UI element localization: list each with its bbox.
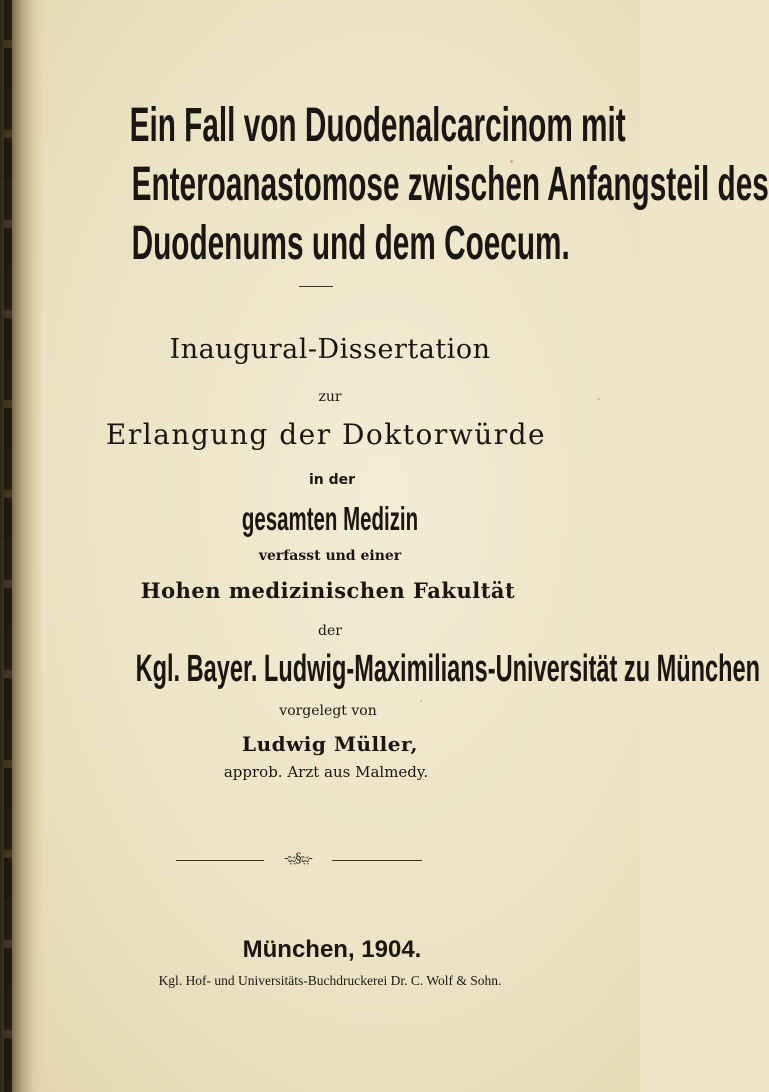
book-spine-edge bbox=[4, 0, 12, 1092]
paper-speck bbox=[420, 700, 422, 702]
field-of-study: gesamten Medizin bbox=[241, 500, 419, 537]
erlangung-line: Erlangung der Doktorwürde bbox=[105, 418, 547, 451]
title-divider bbox=[299, 286, 333, 287]
zur-text: zur bbox=[318, 389, 342, 405]
dissertation-heading: Inaugural-Dissertation bbox=[169, 334, 491, 365]
faculty-name: Hohen medizinischen Fakultät bbox=[140, 578, 516, 603]
ornamental-rule bbox=[176, 851, 422, 868]
university-name: Kgl. Bayer. Ludwig-Maximilians-Universität zu München bbox=[135, 648, 761, 690]
ornament-icon: -ಜ಼§ಜ಼- bbox=[284, 851, 312, 866]
title-line-1: Ein Fall von Duodenalcarcinom mit bbox=[129, 99, 626, 152]
in-der-text: in der bbox=[308, 472, 356, 488]
vorgelegt-text: vorgelegt von bbox=[279, 703, 377, 719]
title-line-3: Duodenums und dem Coecum. bbox=[131, 217, 570, 270]
author-name: Ludwig Müller, bbox=[242, 732, 418, 756]
place-and-year: München, 1904. bbox=[242, 936, 422, 963]
der-text: der bbox=[318, 623, 342, 639]
verfasst-text: verfasst und einer bbox=[258, 548, 402, 564]
ornament-line-left bbox=[176, 860, 264, 861]
ornament-line-right bbox=[332, 860, 422, 861]
author-credentials: approb. Arzt aus Malmedy. bbox=[223, 763, 429, 781]
printer-imprint: Kgl. Hof- und Universitäts-Buchdruckerei Dr. C. Wolf & Sohn. bbox=[158, 973, 502, 988]
title-line-2: Enteroanastomose zwischen Anfangsteil des bbox=[131, 158, 769, 211]
